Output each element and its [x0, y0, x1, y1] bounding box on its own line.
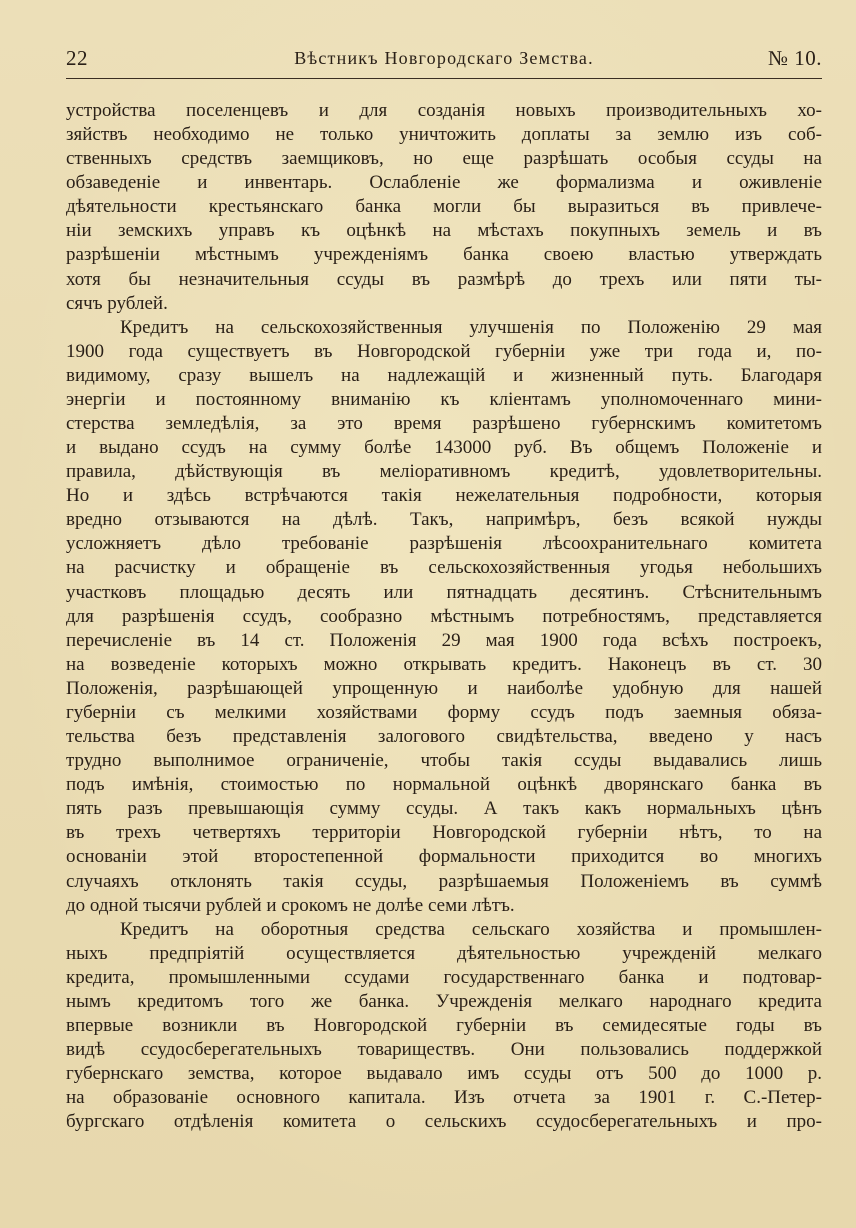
text-line: нымъ кредитомъ того же банка. Учрежденія мелкаго народнаго кредита [66, 990, 822, 1012]
text-line: подъ имѣнія, стоимостью по нормальной оцѣнкѣ дворянскаго банка въ [66, 774, 822, 796]
text-line: тельства безъ представленія залогового свидѣтельства, введено у насъ [66, 726, 822, 748]
body-text [66, 99, 822, 1134]
text-line: вредно отзываются на дѣлѣ. Такъ, напримѣръ, безъ всякой нужды [66, 509, 822, 531]
text-line: зяйствъ необходимо не только уничтожить доплаты за землю изъ соб- [66, 124, 822, 146]
text-line: губернскаго земства, которое выдавало имъ ссуды отъ 500 до 1000 р. [66, 1063, 822, 1085]
text-line: на образованіе основного капитала. Изъ отчета за 1901 г. С.-Петер- [66, 1087, 822, 1109]
text-line: видимому, сразу вышелъ на надлежащій и жизненный путь. Благодаря [66, 364, 822, 386]
text-line: 1900 года существуетъ въ Новгородской губерніи уже три года и, по- [66, 340, 822, 362]
text-line: впервые возникли въ Новгородской губерніи въ семидесятые годы въ [66, 1014, 822, 1036]
paragraph-first-line: Кредитъ на оборотныя средства сельскаго хозяйства и промышлен- [120, 918, 822, 940]
text-line: разрѣшеніи мѣстнымъ учрежденіямъ банка своею властью утверждать [66, 244, 822, 266]
text-line: пять разъ превышающія сумму ссуды. А такъ какъ нормальныхъ цѣнъ [66, 798, 822, 820]
text-line: участковъ площадью десять или пятнадцать десятинъ. Стѣснительнымъ [66, 581, 822, 603]
text-line: бургскаго отдѣленія комитета о сельскихъ ссудосберегательныхъ и про- [66, 1111, 822, 1133]
text-line: случаяхъ отклонять такія ссуды, разрѣшаемыя Положеніемъ въ суммѣ [66, 870, 822, 892]
text-line: на возведеніе которыхъ можно открывать кредитъ. Наконецъ въ ст. 30 [66, 653, 822, 675]
text-line: трудно выполнимое ограниченіе, чтобы такія ссуды выдавались лишь [66, 750, 822, 772]
text-line: Но и здѣсь встрѣчаются такія нежелательныя подробности, которыя [66, 485, 822, 507]
text-line: Положенія, разрѣшающей упрощенную и наиболѣе удобную для нашей [66, 677, 822, 699]
text-line: и выдано ссудъ на сумму болѣе 143000 руб. Въ общемъ Положеніе и [66, 437, 822, 459]
text-line: кредита, промышленными ссудами государственнаго банка и подтовар- [66, 966, 822, 988]
issue-number: № 10. [767, 46, 822, 70]
paragraph-end-line: сячъ рублей. [66, 292, 168, 314]
text-line: основаніи этой второстепенной формальности приходится во многихъ [66, 846, 822, 868]
journal-title: Вѣстникъ Новгородскаго Земства. [294, 48, 594, 68]
text-line: усложняетъ дѣло требованіе разрѣшенія лѣсоохранительнаго комитета [66, 533, 822, 555]
paragraph-first-line: Кредитъ на сельскохозяйственныя улучшенія по Положенію 29 мая [120, 316, 822, 338]
text-line: устройства поселенцевъ и для созданія новыхъ производительныхъ хо- [66, 100, 822, 121]
text-line: видѣ ссудосберегательныхъ товариществъ. Они пользовались поддержкой [66, 1039, 822, 1061]
paragraph-end-line: до одной тысячи рублей и срокомъ не долѣе семи лѣтъ. [66, 894, 515, 916]
text-line: ніи земскихъ управъ къ оцѣнкѣ на мѣстахъ покупныхъ земель и въ [66, 220, 822, 242]
text-line: правила, дѣйствующія въ меліоративномъ кредитѣ, удовлетворительны. [66, 461, 822, 483]
text-line: перечисленіе въ 14 ст. Положенія 29 мая 1900 года всѣхъ построекъ, [66, 629, 822, 651]
text-line: губерніи съ мелкими хозяйствами форму ссудъ подъ заемныя обяза- [66, 701, 822, 723]
text-line: стерства земледѣлія, за это время разрѣшено губернскимъ комитетомъ [66, 413, 822, 435]
text-line: на расчистку и обращеніе въ сельскохозяйственныя угодья небольшихъ [66, 557, 822, 579]
page-number: 22 [66, 46, 88, 70]
text-line: для разрѣшенія ссудъ, сообразно мѣстнымъ потребностямъ, представляется [66, 605, 822, 627]
text-line: ныхъ предпріятій осуществляется дѣятельностью учрежденій мелкаго [66, 942, 822, 964]
text-line: ственныхъ средствъ заемщиковъ, но еще разрѣшать особыя ссуды на [66, 148, 822, 170]
text-line: хотя бы незначительныя ссуды въ размѣрѣ до трехъ или пяти ты- [66, 268, 822, 290]
text-line: дѣятельности крестьянскаго банка могли бы выразиться въ привлече- [66, 196, 822, 218]
text-line: въ трехъ четвертяхъ территоріи Новгородской губерніи нѣтъ, то на [66, 822, 822, 844]
header-divider [66, 78, 822, 79]
text-line: обзаведеніе и инвентарь. Ослабленіе же формализма и оживленіе [66, 172, 822, 194]
text-line: энергіи и постоянному вниманію къ кліентамъ уполномоченнаго мини- [66, 388, 822, 410]
running-header [66, 46, 822, 76]
